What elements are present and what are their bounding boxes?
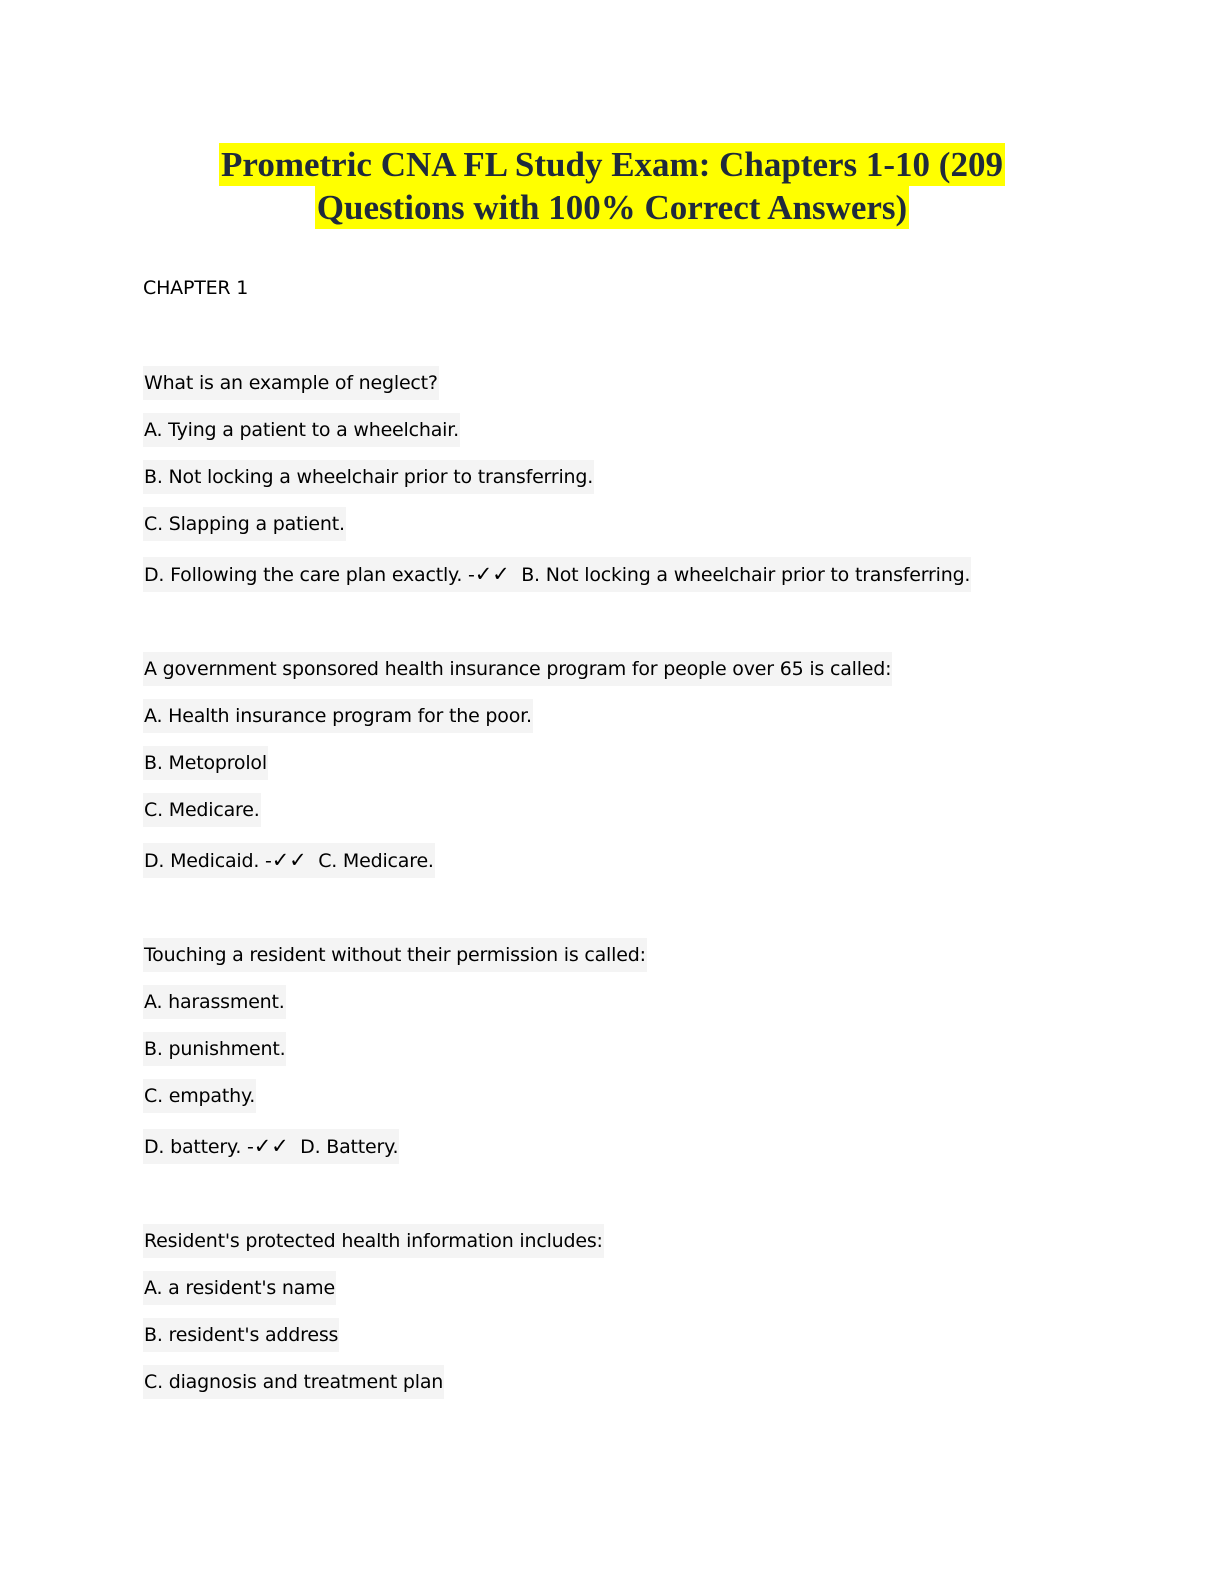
answer-text: B. Not locking a wheelchair prior to transferring. xyxy=(521,564,971,586)
double-check-icon: ✓✓ xyxy=(474,562,510,586)
option-with-answer: D. Following the care plan exactly. -✓✓ B. Not locking a wheelchair prior to transferring. xyxy=(143,557,971,591)
question-4 xyxy=(143,1224,604,1258)
option: A. Health insurance program for the poor. xyxy=(143,699,533,733)
chapter-heading: CHAPTER 1 xyxy=(143,277,249,299)
option: A. Tying a patient to a wheelchair. xyxy=(143,413,460,447)
question-text: Touching a resident without their permission is called: xyxy=(143,938,647,972)
answer-text: C. Medicare. xyxy=(318,850,434,872)
question-1 xyxy=(143,366,439,400)
option: B. resident's address xyxy=(143,1318,339,1352)
option: A. a resident's name xyxy=(143,1271,336,1305)
option-with-answer: D. battery. -✓✓ D. Battery. xyxy=(143,1129,399,1163)
option: C. empathy. xyxy=(143,1079,256,1113)
option-with-answer: D. Medicaid. -✓✓ C. Medicare. xyxy=(143,843,435,877)
title-line-1: Prometric CNA FL Study Exam: Chapters 1-10 (209 xyxy=(221,145,1003,184)
question-2 xyxy=(143,652,892,686)
option: B. Not locking a wheelchair prior to transferring. xyxy=(143,460,594,494)
option: C. diagnosis and treatment plan xyxy=(143,1365,444,1399)
question-text: What is an example of neglect? xyxy=(143,366,439,400)
title-line-2: Questions with 100% Correct Answers) xyxy=(316,188,908,227)
double-check-icon: ✓✓ xyxy=(271,848,307,872)
option: B. punishment. xyxy=(143,1032,286,1066)
double-check-icon: ✓✓ xyxy=(253,1134,289,1158)
option: B. Metoprolol xyxy=(143,746,268,780)
question-text: Resident's protected health information includes: xyxy=(143,1224,604,1258)
option: C. Medicare. xyxy=(143,793,261,827)
question-3 xyxy=(143,938,647,972)
option: C. Slapping a patient. xyxy=(143,507,346,541)
answer-text: D. Battery. xyxy=(300,1136,399,1158)
option: A. harassment. xyxy=(143,985,286,1019)
question-text: A government sponsored health insurance program for people over 65 is called: xyxy=(143,652,892,686)
document-title xyxy=(0,143,1224,229)
